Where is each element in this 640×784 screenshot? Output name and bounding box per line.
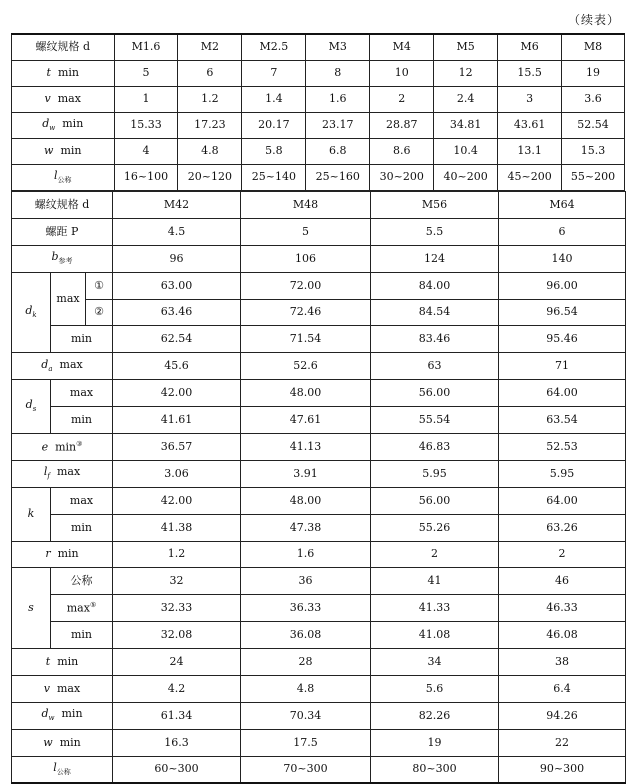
row-label: w min — [12, 729, 113, 756]
row-label: t min — [12, 60, 115, 86]
table-cell: 22 — [499, 729, 626, 756]
table-cell: 3.06 — [113, 460, 241, 487]
table-cell: 43.61 — [498, 112, 562, 138]
table-row — [12, 299, 626, 326]
size-header: M8 — [562, 34, 625, 60]
row-label: $l_f$ max — [12, 460, 113, 487]
table-cell: 48.00 — [241, 380, 371, 407]
table-cell: 45.6 — [113, 353, 241, 380]
size-header: M1.6 — [114, 34, 178, 60]
size-header: M42 — [113, 192, 241, 219]
table-cell: 63.26 — [499, 514, 626, 541]
table-cell: 52.53 — [499, 434, 626, 461]
table-cell: 64.00 — [499, 487, 626, 514]
size-header: M56 — [371, 192, 499, 219]
row-label: v max — [12, 86, 115, 112]
table-cell: 4.8 — [241, 676, 371, 703]
row-label: r min — [12, 541, 113, 568]
table-cell: 52.54 — [562, 112, 625, 138]
table-cell: 17.23 — [178, 112, 242, 138]
size-header: M2 — [178, 34, 242, 60]
table-row — [12, 434, 626, 461]
table-cell: 17.5 — [241, 729, 371, 756]
size-header: M2.5 — [242, 34, 306, 60]
size-header: M48 — [241, 192, 371, 219]
row-qualifier: 公称 — [51, 568, 113, 595]
table-cell: 5.5 — [371, 218, 499, 245]
table-cell: 34.81 — [434, 112, 498, 138]
row-label: $l_{公称}$ — [12, 756, 113, 783]
table-cell: 56.00 — [371, 380, 499, 407]
row-qualifier: max — [51, 380, 113, 407]
table-cell: 28 — [241, 649, 371, 676]
table-cell: 47.61 — [241, 407, 371, 434]
table-cell: 96 — [113, 245, 241, 272]
table-cell: 72.00 — [241, 272, 371, 299]
table-cell: 15.3 — [562, 138, 625, 164]
table-row — [12, 164, 625, 190]
table-cell: 1.6 — [306, 86, 370, 112]
table-cell: 41 — [371, 568, 499, 595]
table-row — [12, 568, 626, 595]
table-cell: 3.6 — [562, 86, 625, 112]
table-row — [12, 353, 626, 380]
table-cell: 36.08 — [241, 622, 371, 649]
row-group-label: s — [12, 568, 51, 649]
table-row — [12, 138, 625, 164]
table-cell: 32 — [113, 568, 241, 595]
table-cell: 71.54 — [241, 326, 371, 353]
table-cell: 30~200 — [370, 164, 434, 190]
row-qualifier: min — [51, 622, 113, 649]
row-qualifier: min — [51, 326, 113, 353]
table-cell: 5 — [114, 60, 178, 86]
table-cell: 55.54 — [371, 407, 499, 434]
table-cell: 46.08 — [499, 622, 626, 649]
table-cell: 5.95 — [499, 460, 626, 487]
table-cell: 6 — [499, 218, 626, 245]
table-cell: 55~200 — [562, 164, 625, 190]
table-row — [12, 756, 626, 783]
table-cell: 15.33 — [114, 112, 178, 138]
table-cell: 20~120 — [178, 164, 242, 190]
row-label: $d_w$ min — [12, 702, 113, 729]
size-header: M64 — [499, 192, 626, 219]
table-cell: 8.6 — [370, 138, 434, 164]
table-cell: 63.00 — [113, 272, 241, 299]
table-cell: 70~300 — [241, 756, 371, 783]
table-cell: 83.46 — [371, 326, 499, 353]
table-cell: 1 — [114, 86, 178, 112]
table-cell: 82.26 — [371, 702, 499, 729]
table-row — [12, 729, 626, 756]
table-cell: 36.33 — [241, 595, 371, 622]
table-cell: 1.6 — [241, 541, 371, 568]
table-row — [12, 460, 626, 487]
table-cell: 41.33 — [371, 595, 499, 622]
table-cell: 13.1 — [498, 138, 562, 164]
table-row — [12, 487, 626, 514]
header-label: 螺纹规格 d — [12, 34, 115, 60]
table-row — [12, 112, 625, 138]
table-cell: 46.33 — [499, 595, 626, 622]
table-row — [12, 407, 626, 434]
table-cell: 124 — [371, 245, 499, 272]
table-cell: 5 — [241, 218, 371, 245]
table-cell: 1.2 — [178, 86, 242, 112]
size-header: M5 — [434, 34, 498, 60]
table-cell: 62.54 — [113, 326, 241, 353]
table-row — [12, 380, 626, 407]
table-cell: 2 — [371, 541, 499, 568]
table-cell: 140 — [499, 245, 626, 272]
table-cell: 3.91 — [241, 460, 371, 487]
dimension-table-large-sizes — [11, 191, 626, 784]
table-cell: 45~200 — [498, 164, 562, 190]
table-cell: 19 — [371, 729, 499, 756]
row-label: $d_a$ max — [12, 353, 113, 380]
table-cell: 4.2 — [113, 676, 241, 703]
table-row — [12, 595, 626, 622]
size-header: M3 — [306, 34, 370, 60]
row-label: $d_w$ min — [12, 112, 115, 138]
table-cell: 36 — [241, 568, 371, 595]
table-cell: 5.95 — [371, 460, 499, 487]
table-cell: 4.8 — [178, 138, 242, 164]
row-label: 螺距 P — [12, 218, 113, 245]
table-row — [12, 649, 626, 676]
table-cell: 71 — [499, 353, 626, 380]
row-label: e min③ — [12, 434, 113, 461]
table-cell: 1.4 — [242, 86, 306, 112]
row-qualifier: min — [51, 514, 113, 541]
dimension-table-small-sizes — [11, 33, 625, 191]
table-cell: 96.54 — [499, 299, 626, 326]
table-cell: 64.00 — [499, 380, 626, 407]
table-cell: 2 — [499, 541, 626, 568]
table-cell: 16~100 — [114, 164, 178, 190]
table-cell: 52.6 — [241, 353, 371, 380]
table-cell: 5.6 — [371, 676, 499, 703]
row-label: $b_{参考}$ — [12, 245, 113, 272]
table-cell: 48.00 — [241, 487, 371, 514]
table-cell: 55.26 — [371, 514, 499, 541]
table-row — [12, 60, 625, 86]
table-cell: 56.00 — [371, 487, 499, 514]
continued-label: （续表） — [567, 13, 620, 27]
table-row — [12, 541, 626, 568]
table-cell: 46 — [499, 568, 626, 595]
table-row — [12, 245, 626, 272]
table-cell: 42.00 — [113, 487, 241, 514]
table-cell: 10 — [370, 60, 434, 86]
table-cell: 25~160 — [306, 164, 370, 190]
row-label: $l_{公称}$ — [12, 164, 115, 190]
table-row — [12, 514, 626, 541]
table-cell: 60~300 — [113, 756, 241, 783]
table-cell: 106 — [241, 245, 371, 272]
row-label: v max — [12, 676, 113, 703]
table-cell: 41.61 — [113, 407, 241, 434]
table-cell: 41.38 — [113, 514, 241, 541]
table-cell: 8 — [306, 60, 370, 86]
table-cell: 90~300 — [499, 756, 626, 783]
table-cell: 32.33 — [113, 595, 241, 622]
table-cell: 63 — [371, 353, 499, 380]
row-qualifier: max — [51, 272, 86, 326]
table-cell: 20.17 — [242, 112, 306, 138]
table-cell: 96.00 — [499, 272, 626, 299]
table-cell: 23.17 — [306, 112, 370, 138]
table-cell: 36.57 — [113, 434, 241, 461]
table-cell: 2 — [370, 86, 434, 112]
table-row — [12, 272, 626, 299]
row-label: t min — [12, 649, 113, 676]
table-cell: 6.4 — [499, 676, 626, 703]
table-row — [12, 676, 626, 703]
table-cell: 95.46 — [499, 326, 626, 353]
table-cell: 15.5 — [498, 60, 562, 86]
table-cell: 25~140 — [242, 164, 306, 190]
row-qualifier: max — [51, 487, 113, 514]
table-cell: 41.08 — [371, 622, 499, 649]
table-cell: 2.4 — [434, 86, 498, 112]
table-cell: 38 — [499, 649, 626, 676]
size-header: M4 — [370, 34, 434, 60]
row-qualifier: max⑤ — [51, 595, 113, 622]
table-row — [12, 622, 626, 649]
table-row — [12, 326, 626, 353]
table-cell: 84.00 — [371, 272, 499, 299]
table-cell: 63.54 — [499, 407, 626, 434]
row-label: w min — [12, 138, 115, 164]
table-cell: 4.5 — [113, 218, 241, 245]
table-cell: 61.34 — [113, 702, 241, 729]
table-cell: 72.46 — [241, 299, 371, 326]
table-cell: 24 — [113, 649, 241, 676]
table-row — [12, 702, 626, 729]
table-cell: 28.87 — [370, 112, 434, 138]
table-cell: 6.8 — [306, 138, 370, 164]
table-cell: 42.00 — [113, 380, 241, 407]
table-cell: 32.08 — [113, 622, 241, 649]
table-cell: 84.54 — [371, 299, 499, 326]
row-note: ② — [86, 299, 113, 326]
header-label: 螺纹规格 d — [12, 192, 113, 219]
table-cell: 63.46 — [113, 299, 241, 326]
table-cell: 5.8 — [242, 138, 306, 164]
table-row — [12, 86, 625, 112]
table-cell: 12 — [434, 60, 498, 86]
table-cell: 1.2 — [113, 541, 241, 568]
table-cell: 3 — [498, 86, 562, 112]
table-cell: 40~200 — [434, 164, 498, 190]
table-cell: 80~300 — [371, 756, 499, 783]
header-row — [12, 192, 626, 219]
table-cell: 16.3 — [113, 729, 241, 756]
row-note: ① — [86, 272, 113, 299]
table-cell: 7 — [242, 60, 306, 86]
row-group-label: $d_s$ — [12, 380, 51, 434]
row-group-label: $d_k$ — [12, 272, 51, 353]
table-cell: 47.38 — [241, 514, 371, 541]
row-group-label: k — [12, 487, 51, 541]
row-qualifier: min — [51, 407, 113, 434]
header-row — [12, 34, 625, 60]
table-cell: 4 — [114, 138, 178, 164]
size-header: M6 — [498, 34, 562, 60]
table-cell: 70.34 — [241, 702, 371, 729]
table-cell: 19 — [562, 60, 625, 86]
table-cell: 10.4 — [434, 138, 498, 164]
table-row — [12, 218, 626, 245]
table-cell: 94.26 — [499, 702, 626, 729]
table-cell: 6 — [178, 60, 242, 86]
table-cell: 41.13 — [241, 434, 371, 461]
table-cell: 34 — [371, 649, 499, 676]
table-cell: 46.83 — [371, 434, 499, 461]
